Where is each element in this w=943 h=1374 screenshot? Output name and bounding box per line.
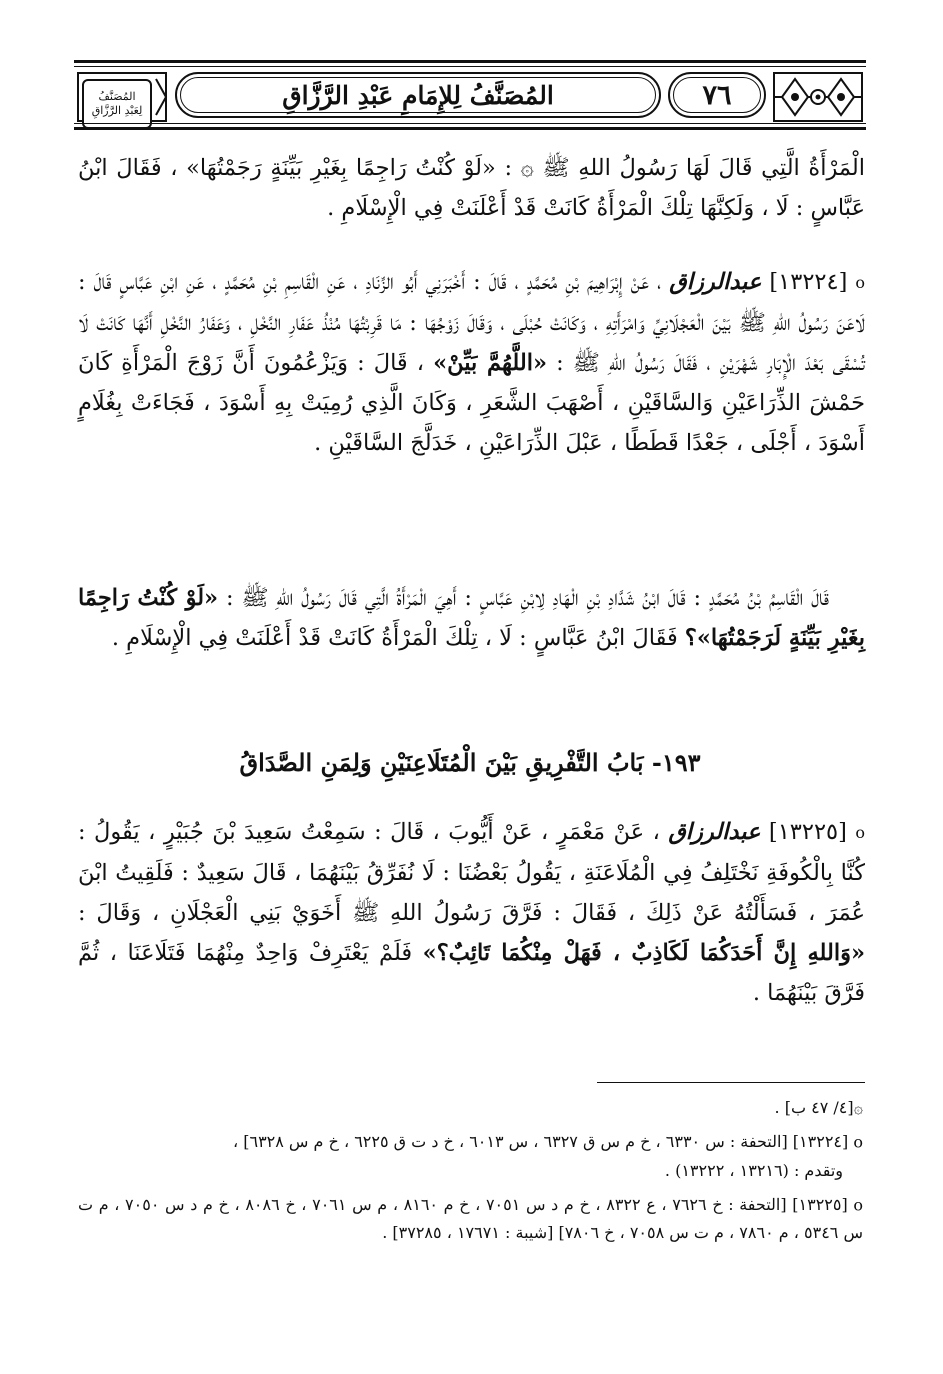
hadith-number: [١٣٢٢٥] bbox=[768, 819, 847, 845]
bullet-icon: o bbox=[853, 1195, 864, 1214]
book-seal-logo bbox=[82, 79, 152, 129]
seal-line-2: لِعَبْدِ الرَّزَّاقِ bbox=[91, 104, 143, 117]
note-text: قَالَ الْقَاسِمُ بْنُ مُحَمَّدٍ : قَالَ ابْنُ شَدَّادِ بْنِ الْهَادِ لِابْنِ عَبَّاسٍ : أَهِيَ الْمَرْأَةُ الَّتِي قَالَ رَسُولُ اللهِ ﷺ : bbox=[226, 585, 829, 611]
narrator-name: عبدالرزاق bbox=[669, 269, 762, 295]
hadith-number: [١٣٢٢٤] bbox=[769, 269, 848, 295]
footnote-text: [التحفة : س ٦٣٣٠ ، خ م س ق ٦٣٢٧ ، س ٦٠١٣ ، خ د ت ق ٦٢٢٥ ، خ م س ٦٣٢٨] ، bbox=[232, 1132, 788, 1151]
narrator-name: عبدالرزاق bbox=[668, 819, 761, 845]
ornament-pattern-icon bbox=[772, 71, 864, 123]
bullet-icon: o bbox=[855, 823, 866, 842]
prophetic-quote: «وَاللهِ إِنَّ أَحَدَكُمَا لَكَاذِبٌ ، فَهَلْ مِنْكُمَا تَائِبٌ؟» bbox=[422, 940, 866, 966]
footnote-text: ۞[٤/ ٤٧ ب] . bbox=[774, 1098, 863, 1117]
footnote-text: وتقدم : (١٣٢١٦ ، ١٣٢٢٢) . bbox=[664, 1160, 843, 1180]
bullet-icon: o bbox=[855, 273, 866, 292]
note-text-continued: فَقَالَ ابْنُ عَبَّاسٍ : لَا ، تِلْكَ الْمَرْأَةُ كَانَتْ قَدْ أَعْلَنَتْ فِي الْإِسْلَامِ . bbox=[111, 625, 678, 651]
footnote-number: [١٣٢٢٤] bbox=[792, 1132, 849, 1151]
page-number: ٧٦ bbox=[702, 79, 732, 111]
hadith-text-continued: فَلَمْ يَعْتَرِفْ وَاحِدٌ مِنْهُمَا فَتَلَاعَنَا ، ثُمَّ فَرَّقَ بَيْنَهُمَا . bbox=[78, 940, 865, 1006]
footnote-divider bbox=[597, 1082, 865, 1083]
hadith-13225 bbox=[78, 812, 865, 1013]
bullet-icon: o bbox=[853, 1132, 863, 1152]
header-ornament-right bbox=[772, 71, 864, 123]
footnote-13225 bbox=[78, 1191, 863, 1248]
footnote-13224-cross-ref bbox=[78, 1157, 843, 1185]
paragraph-continuation bbox=[78, 148, 865, 228]
hadith-text: ، عَنْ مَعْمَرٍ ، عَنْ أَيُّوبَ ، قَالَ : سَمِعْتُ سَعِيدَ بْنَ جُبَيْرٍ ، يَقُولُ : كُنَّا بِالْكُوفَةِ نَخْتَلِفُ فِي الْمُلَاعَنَةِ ، يَقُولُ بَعْضُنَا : لَا نُفَرِّقُ بَيْنَهُمَا ، قَالَ سَعِيدٌ : فَلَقِيتُ ابْنَ عُمَرَ ، فَسَأَلْتُهُ عَنْ ذَلِكَ ، فَقَالَ : فَرَّقَ رَسُولُ اللهِ ﷺ أَخَوَيْ بَنِي الْعَجْلَانِ ، وَقَالَ : bbox=[78, 819, 865, 926]
hadith-text-continued: ، قَالَ : وَيَزْعُمُونَ أَنَّ زَوْجَ الْمَرْأَةِ كَانَ حَمْشَ الذِّرَاعَيْنِ وَالسَّاقَيْنِ ، أَصْهَبَ الشَّعَرِ ، وَكَانَ الَّذِي رُمِيَتْ بِهِ أَسْوَدَ ، فَجَاءَتْ بِغُلَامٍ أَسْوَدَ ، أَجْلَى ، جَعْدًا قَطَطًا ، عَبْلَ الذِّرَاعَيْنِ ، خَدَلَّجَ السَّاقَيْنِ . bbox=[78, 350, 865, 456]
footnote-number: [١٣٢٢٥] bbox=[792, 1194, 848, 1214]
chapter-heading: ١٩٣- بَابُ التَّفْرِيقِ بَيْنَ الْمُتَلَاعِنَيْنِ وَلِمَنِ الصَّدَاقُ bbox=[239, 748, 701, 777]
page-header bbox=[74, 60, 866, 130]
qasim-note bbox=[78, 578, 865, 658]
footnote-text: [التحفة : خ ٧٦٢٦ ، ع ٨٣٢٢ ، خ م د س ٧٠٥١ ، خ م ٨١٦٠ ، م س ٧٠٦١ ، خ ٨٠٨٦ ، خ م د س ٧٠٥٠ ، م ت س ٥٣٤٦ ، م ٧٨٦٠ ، م ت س ٧٠٥٨ ، خ ٧٨٠٦] [شيبة : ١٧٦٧١ ، ٣٧٢٨٥] . bbox=[78, 1194, 863, 1242]
book-title-cartouche bbox=[175, 72, 661, 118]
footnotes bbox=[78, 1094, 863, 1253]
hadith-13224 bbox=[78, 262, 865, 463]
hadith-text: ، عَنْ إِبْرَاهِيمَ بْنِ مُحَمَّدٍ ، قَالَ : أَخْبَرَنِي أَبُو الزِّنَادِ ، عَنِ الْقَاسِمِ بْنِ مُحَمَّدٍ ، عَنِ ابْنِ عَبَّاسٍ قَالَ : لَاعَنَ رَسُولُ اللهِ ﷺ بَيْنَ الْعَجْلَانِيِّ وَامْرَأَتِهِ ، وَكَانَتْ حُبْلَى ، وَقَالَ زَوْجُهَا : مَا قَرِبْتُهَا مُنْذُ عَفَارِ النَّخْلِ ، وَعَفَارُ النَّخْلِ أَنَّهَا كَانَتْ لَا تُسْقَى بَعْدَ الْإِبَارِ شَهْرَيْنِ ، فَقَالَ رَسُولُ اللهِ ﷺ : bbox=[78, 269, 866, 376]
header-ornament-left bbox=[76, 71, 168, 123]
page-number-cartouche bbox=[668, 72, 766, 118]
seal-line-1: المُصَنَّفُ bbox=[98, 90, 136, 103]
book-title: المُصَنَّفُ لِلإِمَامِ عَبْدِ الرَّزَّاقِ bbox=[282, 80, 554, 110]
footnote-13224 bbox=[78, 1128, 863, 1157]
paragraph-text: الْمَرْأَةُ الَّتِي قَالَ لَهَا رَسُولُ اللهِ ﷺ ۞ : «لَوْ كُنْتُ رَاجِمًا بِغَيْرِ بَيِّنَةٍ رَجَمْتُهَا» ، فَقَالَ ابْنُ عَبَّاسٍ : لَا ، وَلَكِنَّهَا تِلْكَ الْمَرْأَةُ كَانَتْ قَدْ أَعْلَنَتْ فِي الْإِسْلَامِ . bbox=[78, 155, 865, 221]
footnote-manuscript bbox=[78, 1094, 863, 1122]
prophetic-quote: «لَوْ كُنْتُ رَاجِمًا بِغَيْرِ بَيِّنَةٍ لَرَجَمْتُهَا»؟ bbox=[78, 585, 865, 651]
prophetic-quote: «اللَّهُمَّ بَيِّنْ» bbox=[433, 350, 548, 376]
